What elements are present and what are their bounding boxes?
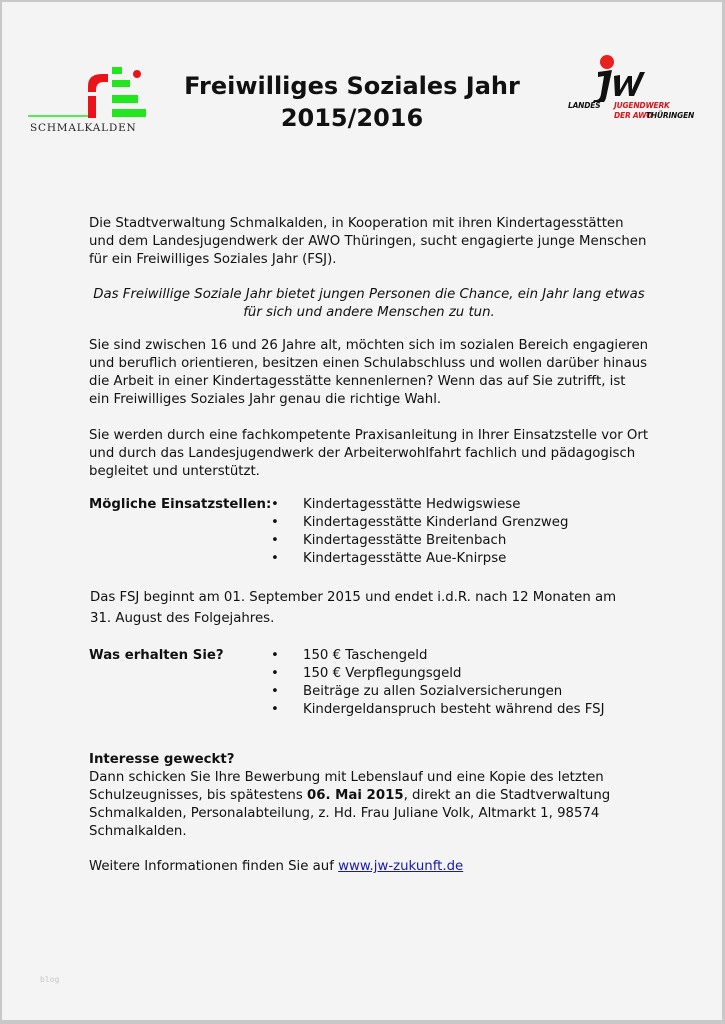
bullet-icon: • xyxy=(271,648,279,663)
schmalkalden-logo-icon xyxy=(28,64,152,122)
leistungen-label: Was erhalten Sie? xyxy=(89,648,224,663)
support-paragraph: Sie werden durch eine fachkompetente Praxisanleitung in Ihrer Einsatzstelle vor Ort und durch das Landesjugendwerk der Arbeiterwohlfahrt fachlich und pädagogisch begleitet und unterstützt. xyxy=(89,428,649,479)
requirements-paragraph: Sie sind zwischen 16 und 26 Jahre alt, möchten sich im sozialen Bereich engagieren und beruflich orientieren, besitzen einen Schulabschluss und wollen darüber hinaus die Arbeit in einer Kindertagesstätte kennenlernen? Wenn das auf Sie zutrifft, ist ein Freiwilliges Soziales Jahr genau die richtige Wahl. xyxy=(89,338,649,407)
bullet-icon: • xyxy=(271,702,279,717)
title-line-2: 2015/2016 xyxy=(280,104,424,132)
bullet-icon: • xyxy=(271,533,279,548)
bullet-icon: • xyxy=(271,515,279,530)
interest-section xyxy=(89,751,649,841)
logo-caption: SCHMALKALDEN xyxy=(30,122,137,134)
einsatzstellen-label: Mögliche Einsatzstellen: xyxy=(89,497,272,512)
jw-logo-icon xyxy=(568,54,688,102)
tagline xyxy=(84,286,654,322)
bullet-icon: • xyxy=(271,666,279,681)
intro-paragraph: Die Stadtverwaltung Schmalkalden, in Kooperation mit ihren Kindertagesstätten und dem Landesjugendwerk der AWO Thüringen, sucht engagierte junge Menschen für ein Freiwilliges Soziales Jahr (FSJ). xyxy=(89,216,647,267)
interest-heading: Interesse geweckt? xyxy=(89,752,235,767)
tagline-line-2: für sich und andere Menschen zu tun. xyxy=(243,305,495,320)
schmalkalden-logo xyxy=(28,64,152,134)
application-paragraph: Dann schicken Sie Ihre Bewerbung mit Lebenslauf und eine Kopie des letzten Schulzeugnisses, bis spätestens 06. Mai 2015, direkt an die Stadtverwaltung Schmalkalden, Personalabteilung, z. Hd. Frau Juliane Volk, Altmarkt 1, 98574 Schmalkalden. xyxy=(89,770,611,839)
logo-text-thueringen: THÜRINGEN xyxy=(646,111,695,120)
jw-logo xyxy=(568,54,695,126)
tagline-line-1: Das Freiwillige Soziale Jahr bietet jungen Personen die Chance, ein Jahr lang etwas xyxy=(93,287,645,302)
bullet-icon: • xyxy=(271,551,279,566)
more-info: Weitere Informationen finden Sie auf www.jw-zukunft.de xyxy=(89,859,464,874)
website-link[interactable]: www.jw-zukunft.de xyxy=(338,859,464,874)
bullet-icon: • xyxy=(271,497,279,512)
document-page: SCHMALKALDEN Freiwilliges Soziales Jahr 2015/2016 LANDES JUGENDWERK DER AWO THÜRINGEN Die Stadtverwaltung Schmalkalden, in Kooperation mit ihren Kindertagesstätten und dem Landesjugendwerk der AWO Thüringen, sucht engagierte junge Menschen für ein Freiwilliges Soziales Jahr (FSJ). Das Freiwillige Soziale Jahr bietet jungen Personen die Chance, ein Jahr lang etwas für sich und andere Menschen zu tun. Sie sind zwischen 16 und 26 Jahre alt, möchten sich im sozialen Bereich engagieren und beruflich orientieren, besitzen einen Schulabschluss und wollen darüber hinaus die Arbeit in einer Kindertagesstätte kennenlernen? Wenn das auf Sie zutrifft, ist ein Freiwilliges Soziales Jahr genau die richtige Wahl. Sie werden durch eine fachkompetente Praxisanleitung in Ihrer Einsatzstelle vor Ort und durch das Landesjugendwerk der Arbeiterwohlfahrt fachlich und pädagogisch begleitet und unterstützt. Mögliche Einsatzstellen: • Kindertagesstätte Hedwigswiese • Kindertagesstätte Kinderland Grenzweg • Kindertagesstätte Breitenbach • Kindertagesstätte Aue-Knirpse Das FSJ beginnt am 01. September 2015 und endet i.d.R. nach 12 Monaten am 31. August des Folgejahres. Was erhalten Sie? • 150 € Taschengeld • 150 € Verpflegungsgeld • Beiträge zu allen Sozialversicherungen • Kindergeldanspruch besteht während des FSJ Interesse geweckt? Dann schicken Sie Ihre Bewerbung mit Lebenslauf und eine Kopie des letzten Schulzeugnisses, bis spätestens 06. Mai 2015, direkt an die Stadtverwaltung Schmalkalden, Personalabteilung, z. Hd. Frau Juliane Volk, Altmarkt 1, 98574 Schmalkalden. Weitere Informationen finden Sie auf www.jw-zukunft.de blog xyxy=(2,2,722,1020)
title-line-1: Freiwilliges Soziales Jahr xyxy=(184,72,520,100)
bullet-icon: • xyxy=(271,684,279,699)
logo-text-jugendwerk: JUGENDWERK xyxy=(614,101,670,110)
deadline: 06. Mai 2015 xyxy=(306,788,404,803)
logo-text-der-awo: DER AWO xyxy=(614,111,653,120)
watermark: blog xyxy=(40,975,60,984)
logo-text-landes: LANDES xyxy=(568,101,601,110)
start-date-paragraph: Das FSJ beginnt am 01. September 2015 und endet i.d.R. nach 12 Monaten am 31. August des Folgejahres. xyxy=(90,590,617,626)
page-title xyxy=(162,70,542,134)
